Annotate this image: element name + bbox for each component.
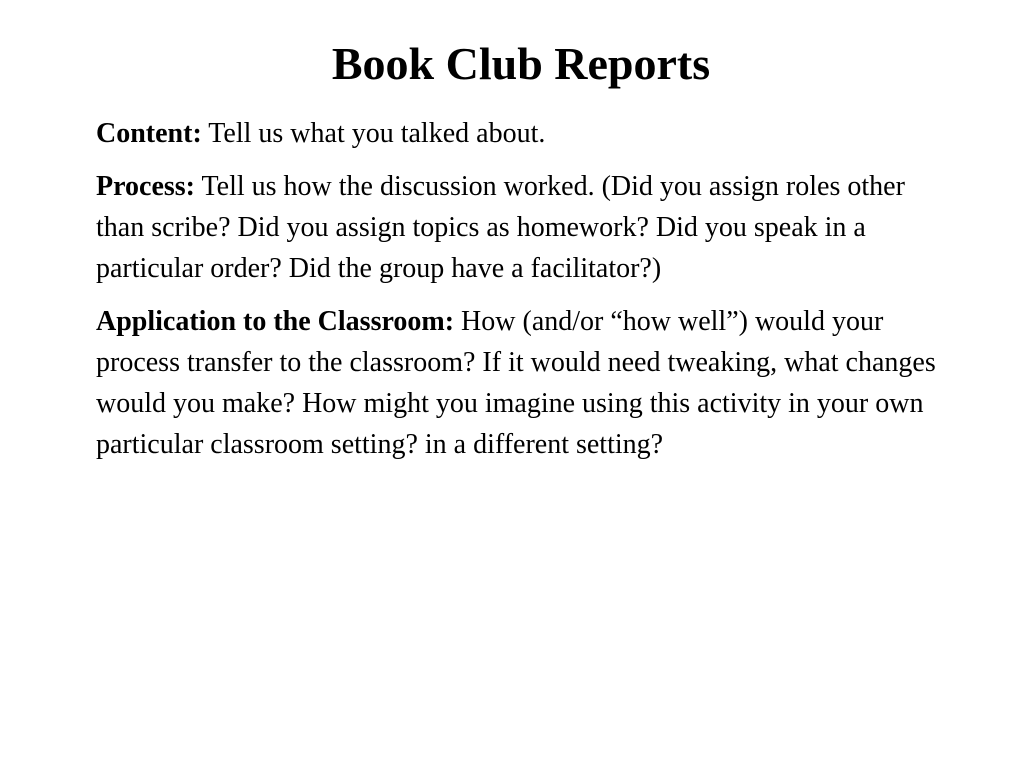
content-text: Tell us what you talked about. — [208, 118, 546, 149]
slide-body — [96, 113, 946, 477]
slide-title: Book Club Reports — [331, 38, 711, 89]
application-label: Application to the Classroom: — [96, 306, 455, 337]
process-label: Process: — [96, 171, 195, 202]
application-paragraph — [96, 301, 946, 465]
process-paragraph — [96, 166, 946, 289]
process-text: Tell us how the discussion worked. (Did you assign roles other than scribe? Did you assign topics as homework? Did you speak in a particular order? Did the group have a facilitator?) — [96, 171, 905, 284]
content-label: Content: — [96, 118, 202, 149]
application-text: How (and/or “how well”) would your process transfer to the classroom? If it would need tweaking, what changes would you make? How might you imagine using this activity in your own particular classroom setting? in a different setting? — [96, 306, 936, 460]
content-paragraph — [96, 113, 946, 154]
